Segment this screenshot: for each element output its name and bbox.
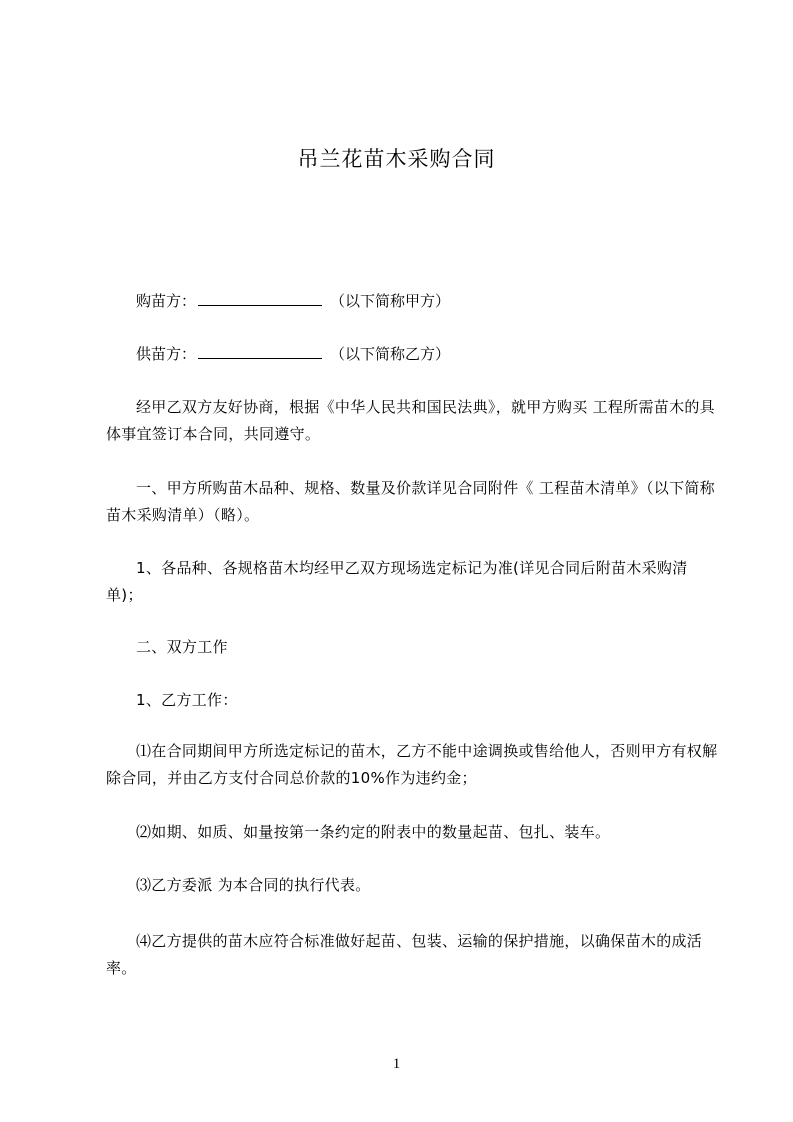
buyer-label: 购苗方： (136, 292, 197, 310)
supplier-label: 供苗方： (136, 345, 197, 363)
clause-1-item-1: 1、各品种、各规格苗木均经甲乙双方现场选定标记为准(详见合同后附苗木采购清单)； (106, 559, 688, 604)
clause-2-heading: 二、双方工作 (136, 638, 228, 656)
page-title: 吊兰花苗木采购合同 (297, 147, 496, 171)
clause-1-heading: 一、甲方所购苗木品种、规格、数量及价款详见合同附件《 工程苗木清单》（以下简称苗木采购清单）（略）。 (106, 479, 715, 524)
clause-2-item-3: ⑶乙方委派 为本合同的执行代表。 (136, 876, 371, 894)
supplier-suffix: （以下简称乙方） (330, 345, 451, 363)
clause-2-item-1: ⑴在合同期间甲方所选定标记的苗木，乙方不能中途调换或售给他人，否则甲方有权解除合同，并由乙方支付合同总价款的10%作为违约金； (106, 742, 718, 787)
supplier-blank (198, 344, 322, 359)
supplier-line (136, 344, 450, 364)
clause-2-item-2: ⑵如期、如质、如量按第一条约定的附表中的数量起苗、包扎、装车。 (136, 823, 611, 841)
intro-paragraph: 经甲乙双方友好协商，根据《中华人民共和国民法典》，就甲方购买 工程所需苗木的具体事宜签订本合同，共同遵守。 (106, 398, 715, 443)
buyer-line (136, 291, 450, 311)
page-number: 1 (392, 1056, 401, 1072)
clause-2-item-4: ⑷乙方提供的苗木应符合标准做好起苗、包装、运输的保护措施，以确保苗木的成活率。 (106, 932, 703, 977)
buyer-suffix: （以下简称甲方） (330, 292, 451, 310)
buyer-blank (198, 291, 322, 306)
clause-2-sub-heading: 1、乙方工作： (136, 691, 238, 709)
